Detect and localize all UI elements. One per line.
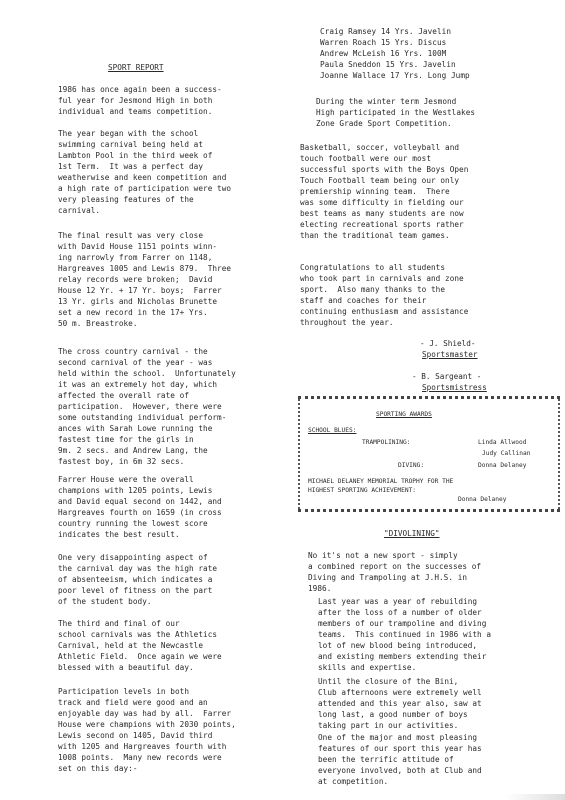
sporting-awards-box [298,396,560,512]
divolining-paragraph-1: No it's not a new sport - simply a combined report on the successes of Diving and Trampoling at J.H.S. in 1986. [308,551,482,593]
divolining-paragraph-4: One of the major and most pleasing features of our sport this year has been the terrific attitude of everyone involved, both at Club and at competition. [318,733,482,786]
left-paragraph-3: The final result was very close with David House 1151 points winn- ing narrowly from Farrer on 1148, Hargreaves 1005 and Lewis 879. Three relay records were broken; David House 12 Yr. + 17 Yr. boys; Farrer 13 Yr. girls and Nicholas Brunette set a new record in the 17+ Yrs. 50 m. Breastroke. [58,231,232,328]
records-list: Craig Ramsey 14 Yrs. Javelin Warren Roach 15 Yrs. Discus Andrew McLeish 16 Yrs. 100M Paula Sneddon 15 Yrs. Javelin Joanne Wallace 17 Yrs. Long Jump [320,27,470,80]
signature-2-name: - B. Sargeant - [412,372,482,381]
trampolining-label: TRAMPOLINING: [362,439,411,446]
awards-left-border [298,399,302,509]
signature-1-name: - J. Shield- [420,339,476,348]
left-paragraph-8: Participation levels in both track and field were good and an enjoyable day was had by all. Farrer House were champions with 2030 points, Lewis second on 1405, David third with 1205 and Hargreaves fourth with 1008 points. Many new records were set on this day:- [58,687,236,773]
trophy-line-1: MICHAEL DELANEY MEMORIAL TROPHY FOR THE [308,478,454,485]
left-paragraph-4: The cross country carnival - the second carnival of the year - was held within the school. Unfortunately it was an extremely hot day, which affected the overall rate of participation. However, there were some outstanding individual perform- ances with Sarah Lowe running the fastest time for the girls in 9m. 2 secs. and Andrew Lang, the fastest boy, in 6m 32 secs. [58,347,236,466]
school-blues-label: SCHOOL BLUES: [308,427,357,434]
divolining-title: "DIVOLINING" [384,529,440,538]
trampolining-winner-1: Linda Allwood [478,439,527,446]
trampolining-winner-2: Judy Callinan [482,450,531,457]
left-paragraph-5: Farrer House were the overall champions with 1205 points, Lewis and David equal second on 1442, and Hargreaves fourth on 1659 (in cross country running the lowest score indicates the best result. [58,475,222,539]
signature-2-title: Sportsmistress [422,383,487,392]
trophy-winner: Donna Delaney [458,496,507,503]
awards-title: SPORTING AWARDS [376,411,432,418]
trophy-line-2: HIGHEST SPORTING ACHIEVEMENT: [308,487,417,494]
sport-report-title: SPORT REPORT [108,63,164,72]
right-paragraph-1: During the winter term Jesmond High participated in the Westlakes Zone Grade Sport Competition. [316,97,476,128]
left-paragraph-7: The third and final of our school carnivals was the Athletics Carnival, held at the Newcastle Athletic Field. Once again we were blessed with a beautiful day. [58,619,222,672]
page-edge-mark [505,794,565,800]
awards-right-border [556,399,560,509]
left-paragraph-2: The year began with the school swimming carnival being held at Lambton Pool in the third week of 1st Term. It was a perfect day weatherwise and keen competition and a high rate of participation were two very pleasing features of the carnival. [58,129,232,215]
left-paragraph-1: 1986 has once again been a success- ful year for Jesmond High in both individual and teams competition. [58,85,222,116]
left-paragraph-6: One very disappointing aspect of the carnival day was the high rate of absenteeism, which indicates a poor level of fitness on the part of the student body. [58,553,218,606]
divolining-paragraph-2: Last year was a year of rebuilding after the loss of a number of older members of our trampoline and diving teams. This continued in 1986 with a lot of new blood being introduced, and existing members extending their skills and expertise. [318,597,492,672]
signature-1-title: Sportsmaster [422,350,478,359]
diving-label: DIVING: [398,462,425,469]
right-paragraph-3: Congratulations to all students who took part in carnivals and zone sport. Also many thanks to the staff and coaches for their continuing enthusiasm and assistance throughout the year. [300,263,469,327]
diving-winner: Donna Delaney [478,462,527,469]
divolining-paragraph-3: Until the closure of the Bini, Club afternoons were extremely well attended and this year also, saw at long last, a good number of boys taking part in our activities. [318,677,482,730]
right-paragraph-2: Basketball, soccer, volleyball and touch football were our most successful sports with the Boys Open Touch Football team being our only premiership winning team. There was some difficulty in fielding our best teams as many students are now electing recreational sports rather than the traditional team games. [300,143,469,240]
